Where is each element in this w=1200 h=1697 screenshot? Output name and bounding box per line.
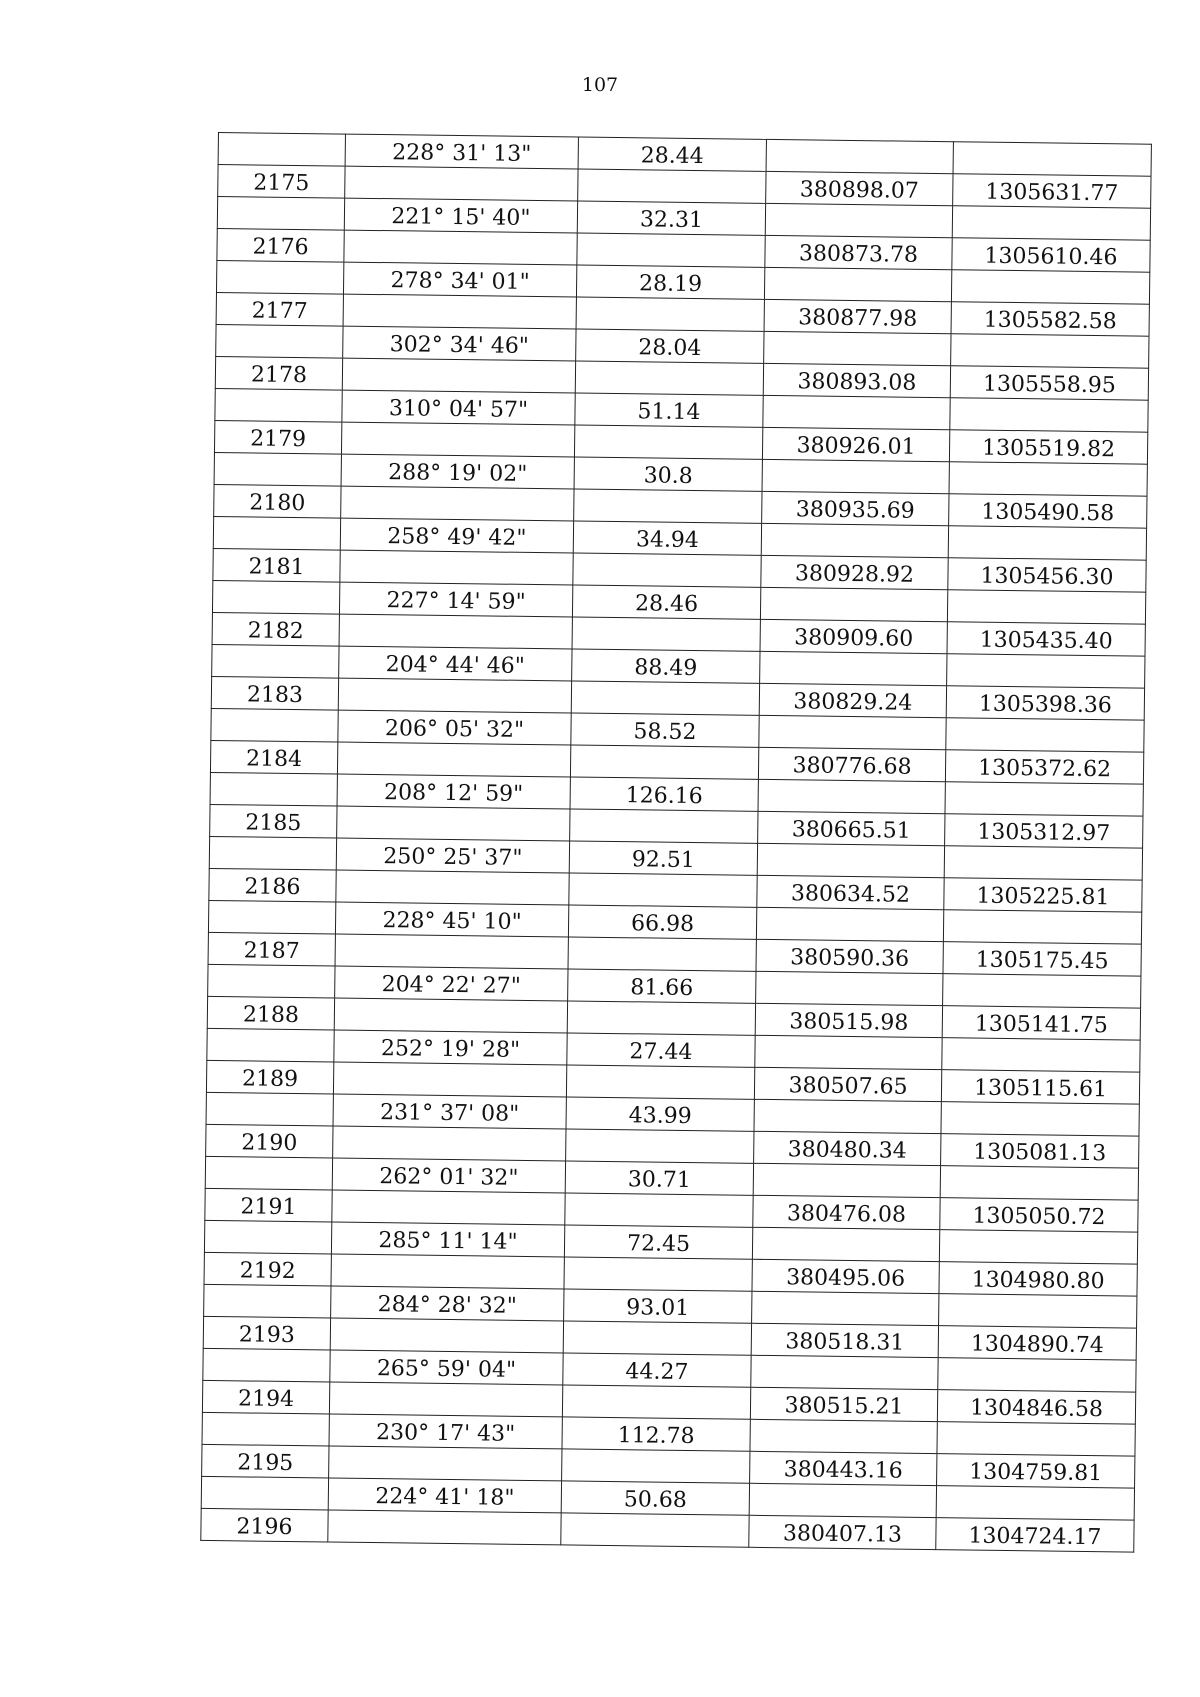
easting-cell-empty	[762, 459, 949, 493]
northing-cell-empty	[952, 206, 1150, 240]
distance-cell-empty	[566, 1129, 754, 1163]
distance-cell: 34.94	[573, 521, 761, 555]
easting-cell-empty	[759, 715, 946, 749]
easting-cell-empty	[763, 395, 950, 429]
station-cell: 2182	[212, 612, 339, 646]
northing-cell: 1305558.95	[950, 366, 1148, 400]
northing-cell-empty	[944, 846, 1142, 880]
station-cell-empty	[202, 1412, 329, 1446]
bearing-cell-empty	[332, 1190, 565, 1225]
station-cell-empty	[206, 1092, 333, 1126]
bearing-cell-empty	[338, 678, 571, 713]
northing-cell-empty	[949, 462, 1147, 496]
bearing-cell: 227° 14' 59"	[339, 582, 572, 617]
bearing-cell: 250° 25' 37"	[336, 838, 569, 873]
station-cell: 2181	[213, 548, 340, 582]
distance-cell-empty	[564, 1257, 752, 1291]
distance-cell: 44.27	[563, 1353, 751, 1387]
northing-cell: 1305312.97	[945, 814, 1143, 848]
easting-cell: 380935.69	[762, 491, 949, 525]
bearing-cell: 284° 28' 32"	[331, 1286, 564, 1321]
station-cell: 2183	[211, 676, 338, 710]
bearing-cell-empty	[330, 1318, 563, 1353]
northing-cell-empty	[940, 1166, 1138, 1200]
bearing-cell: 208° 12' 59"	[337, 774, 570, 809]
easting-cell: 380407.13	[749, 1515, 936, 1549]
distance-cell-empty	[578, 169, 766, 203]
bearing-cell: 204° 22' 27"	[335, 966, 568, 1001]
northing-cell: 1305631.77	[953, 174, 1151, 208]
station-cell-empty	[216, 324, 343, 358]
bearing-cell-empty	[345, 166, 578, 201]
station-cell-empty	[204, 1284, 331, 1318]
bearing-cell: 285° 11' 14"	[331, 1222, 564, 1257]
northing-cell-empty	[939, 1230, 1137, 1264]
station-cell-empty	[204, 1220, 331, 1254]
bearing-cell-empty	[337, 806, 570, 841]
distance-cell: 51.14	[575, 393, 763, 427]
bearing-cell: 288° 19' 02"	[341, 454, 574, 489]
bearing-cell: 230° 17' 43"	[329, 1414, 562, 1449]
bearing-cell: 228° 45' 10"	[335, 902, 568, 937]
distance-cell-empty	[561, 1513, 749, 1547]
northing-cell: 1304724.17	[936, 1518, 1134, 1552]
distance-cell: 28.46	[572, 585, 760, 619]
station-cell-empty	[210, 772, 337, 806]
bearing-cell: 310° 04' 57"	[342, 390, 575, 425]
northing-cell: 1305582.58	[951, 302, 1149, 336]
easting-cell: 380515.98	[755, 1003, 942, 1037]
distance-cell-empty	[568, 937, 756, 971]
station-cell-empty	[218, 133, 345, 167]
northing-cell: 1305490.58	[949, 494, 1147, 528]
northing-cell-empty	[946, 718, 1144, 752]
bearing-cell: 224° 41' 18"	[328, 1478, 561, 1513]
easting-cell-empty	[760, 651, 947, 685]
bearing-cell: 204° 44' 46"	[339, 646, 572, 681]
station-cell-empty	[203, 1348, 330, 1382]
easting-cell-empty	[765, 203, 952, 237]
northing-cell: 1304980.80	[939, 1262, 1137, 1296]
bearing-cell: 302° 34' 46"	[343, 326, 576, 361]
station-cell-empty	[211, 708, 338, 742]
distance-cell: 30.71	[565, 1161, 753, 1195]
easting-cell-empty	[764, 331, 951, 365]
easting-cell: 380443.16	[750, 1451, 937, 1485]
northing-cell: 1305435.40	[947, 622, 1145, 656]
easting-cell: 380634.52	[757, 875, 944, 909]
bearing-cell-empty	[328, 1510, 561, 1545]
distance-cell: 88.49	[572, 649, 760, 683]
station-cell: 2176	[217, 228, 344, 262]
easting-cell: 380480.34	[754, 1131, 941, 1165]
station-cell: 2178	[215, 356, 342, 390]
distance-cell: 92.51	[569, 841, 757, 875]
station-cell: 2186	[209, 868, 336, 902]
station-cell-empty	[216, 260, 343, 294]
station-cell: 2179	[214, 420, 341, 454]
station-cell: 2180	[214, 484, 341, 518]
station-cell-empty	[217, 197, 344, 231]
station-cell-empty	[205, 1156, 332, 1190]
bearing-cell-empty	[342, 358, 575, 393]
northing-cell: 1304890.74	[938, 1326, 1136, 1360]
easting-cell-empty	[753, 1163, 940, 1197]
station-cell-empty	[209, 836, 336, 870]
station-cell-empty	[215, 388, 342, 422]
distance-cell-empty	[566, 1065, 754, 1099]
bearing-cell-empty	[337, 742, 570, 777]
distance-cell: 28.44	[578, 137, 766, 171]
distance-cell-empty	[571, 681, 759, 715]
northing-cell-empty	[951, 334, 1149, 368]
distance-cell-empty	[574, 425, 762, 459]
distance-cell: 66.98	[568, 905, 756, 939]
distance-cell-empty	[574, 489, 762, 523]
bearing-cell-empty	[336, 870, 569, 905]
distance-cell-empty	[562, 1449, 750, 1483]
northing-cell: 1305225.81	[944, 878, 1142, 912]
easting-cell: 380898.07	[766, 171, 953, 205]
easting-cell-empty	[750, 1419, 937, 1453]
distance-cell-empty	[572, 617, 760, 651]
bearing-cell: 262° 01' 32"	[332, 1158, 565, 1193]
easting-cell: 380507.65	[754, 1067, 941, 1101]
survey-coordinate-table	[200, 132, 1152, 1553]
northing-cell-empty	[953, 142, 1151, 176]
distance-cell-empty	[565, 1193, 753, 1227]
station-cell-empty	[214, 452, 341, 486]
distance-cell-empty	[570, 745, 758, 779]
easting-cell: 380893.08	[763, 363, 950, 397]
distance-cell: 43.99	[566, 1097, 754, 1131]
distance-cell-empty	[562, 1385, 750, 1419]
easting-cell-empty	[756, 907, 943, 941]
distance-cell: 28.04	[576, 329, 764, 363]
easting-cell-empty	[755, 1035, 942, 1069]
bearing-cell-empty	[339, 614, 572, 649]
northing-cell: 1305372.62	[945, 750, 1143, 784]
station-cell: 2177	[216, 292, 343, 326]
northing-cell: 1305141.75	[942, 1006, 1140, 1040]
northing-cell-empty	[937, 1422, 1135, 1456]
northing-cell-empty	[938, 1358, 1136, 1392]
station-cell: 2189	[206, 1060, 333, 1094]
distance-cell: 58.52	[571, 713, 759, 747]
easting-cell: 380476.08	[753, 1195, 940, 1229]
bearing-cell: 252° 19' 28"	[334, 1030, 567, 1065]
station-cell: 2191	[205, 1188, 332, 1222]
bearing-cell-empty	[329, 1446, 562, 1481]
distance-cell-empty	[570, 809, 758, 843]
station-cell-empty	[212, 580, 339, 614]
northing-cell-empty	[941, 1102, 1139, 1136]
easting-cell-empty	[749, 1483, 936, 1517]
northing-cell-empty	[939, 1294, 1137, 1328]
station-cell-empty	[208, 964, 335, 998]
distance-cell: 72.45	[564, 1225, 752, 1259]
station-cell: 2193	[203, 1316, 330, 1350]
easting-cell: 380873.78	[765, 235, 952, 269]
station-cell: 2190	[206, 1124, 333, 1158]
easting-cell-empty	[752, 1227, 939, 1261]
northing-cell-empty	[947, 654, 1145, 688]
easting-cell: 380495.06	[752, 1259, 939, 1293]
easting-cell-empty	[760, 587, 947, 621]
bearing-cell-empty	[334, 998, 567, 1033]
distance-cell-empty	[567, 1001, 755, 1035]
northing-cell: 1304846.58	[937, 1390, 1135, 1424]
distance-cell: 112.78	[562, 1417, 750, 1451]
station-cell: 2185	[210, 804, 337, 838]
easting-cell-empty	[761, 523, 948, 557]
bearing-cell-empty	[331, 1254, 564, 1289]
northing-cell-empty	[936, 1486, 1134, 1520]
northing-cell-empty	[950, 398, 1148, 432]
bearing-cell-empty	[341, 422, 574, 457]
easting-cell-empty	[751, 1355, 938, 1389]
survey-table-body	[201, 133, 1152, 1553]
northing-cell: 1305175.45	[943, 942, 1141, 976]
distance-cell: 27.44	[567, 1033, 755, 1067]
distance-cell: 32.31	[577, 201, 765, 235]
station-cell-empty	[213, 516, 340, 550]
northing-cell: 1305050.72	[940, 1198, 1138, 1232]
northing-cell-empty	[947, 590, 1145, 624]
station-cell: 2194	[202, 1380, 329, 1414]
easting-cell-empty	[752, 1291, 939, 1325]
bearing-cell-empty	[335, 934, 568, 969]
easting-cell: 380590.36	[756, 939, 943, 973]
easting-cell: 380926.01	[762, 427, 949, 461]
bearing-cell: 206° 05' 32"	[338, 710, 571, 745]
distance-cell-empty	[575, 361, 763, 395]
station-cell-empty	[208, 900, 335, 934]
easting-cell: 380909.60	[760, 619, 947, 653]
distance-cell: 50.68	[561, 1481, 749, 1515]
northing-cell: 1305115.61	[941, 1070, 1139, 1104]
easting-cell-empty	[758, 779, 945, 813]
distance-cell: 30.8	[574, 457, 762, 491]
easting-cell: 380928.92	[761, 555, 948, 589]
bearing-cell: 228° 31' 13"	[345, 134, 578, 169]
bearing-cell-empty	[333, 1062, 566, 1097]
northing-cell: 1305398.36	[946, 686, 1144, 720]
bearing-cell-empty	[333, 1126, 566, 1161]
bearing-cell: 278° 34' 01"	[343, 262, 576, 297]
northing-cell: 1305610.46	[952, 238, 1150, 272]
easting-cell-empty	[764, 267, 951, 301]
distance-cell-empty	[569, 873, 757, 907]
distance-cell-empty	[573, 553, 761, 587]
distance-cell: 28.19	[576, 265, 764, 299]
distance-cell: 81.66	[568, 969, 756, 1003]
easting-cell-empty	[766, 139, 953, 173]
station-cell-empty	[201, 1476, 328, 1510]
distance-cell-empty	[576, 297, 764, 331]
station-cell: 2192	[204, 1252, 331, 1286]
bearing-cell-empty	[341, 486, 574, 521]
easting-cell: 380515.21	[750, 1387, 937, 1421]
northing-cell-empty	[948, 526, 1146, 560]
bearing-cell-empty	[329, 1382, 562, 1417]
northing-cell-empty	[942, 1038, 1140, 1072]
bearing-cell: 258° 49' 42"	[340, 518, 573, 553]
distance-cell-empty	[577, 233, 765, 267]
page-number: 107	[581, 74, 619, 96]
station-cell: 2188	[207, 996, 334, 1030]
northing-cell: 1305081.13	[941, 1134, 1139, 1168]
bearing-cell-empty	[343, 294, 576, 329]
bearing-cell-empty	[344, 230, 577, 265]
easting-cell: 380518.31	[751, 1323, 938, 1357]
station-cell: 2196	[201, 1508, 328, 1542]
bearing-cell: 231° 37' 08"	[333, 1094, 566, 1129]
station-cell: 2175	[218, 165, 345, 199]
bearing-cell: 265° 59' 04"	[330, 1350, 563, 1385]
northing-cell-empty	[951, 270, 1149, 304]
station-cell: 2187	[208, 932, 335, 966]
northing-cell: 1304759.81	[937, 1454, 1135, 1488]
distance-cell-empty	[563, 1321, 751, 1355]
northing-cell-empty	[945, 782, 1143, 816]
station-cell: 2184	[210, 740, 337, 774]
easting-cell: 380776.68	[758, 747, 945, 781]
bearing-cell-empty	[340, 550, 573, 585]
easting-cell-empty	[757, 843, 944, 877]
northing-cell: 1305456.30	[948, 558, 1146, 592]
northing-cell-empty	[943, 910, 1141, 944]
easting-cell: 380877.98	[764, 299, 951, 333]
distance-cell: 126.16	[570, 777, 758, 811]
distance-cell: 93.01	[564, 1289, 752, 1323]
station-cell: 2195	[202, 1444, 329, 1478]
station-cell-empty	[207, 1028, 334, 1062]
easting-cell-empty	[756, 971, 943, 1005]
easting-cell-empty	[754, 1099, 941, 1133]
bearing-cell: 221° 15' 40"	[344, 198, 577, 233]
station-cell-empty	[212, 644, 339, 678]
northing-cell: 1305519.82	[949, 430, 1147, 464]
easting-cell: 380829.24	[759, 683, 946, 717]
northing-cell-empty	[943, 974, 1141, 1008]
easting-cell: 380665.51	[758, 811, 945, 845]
